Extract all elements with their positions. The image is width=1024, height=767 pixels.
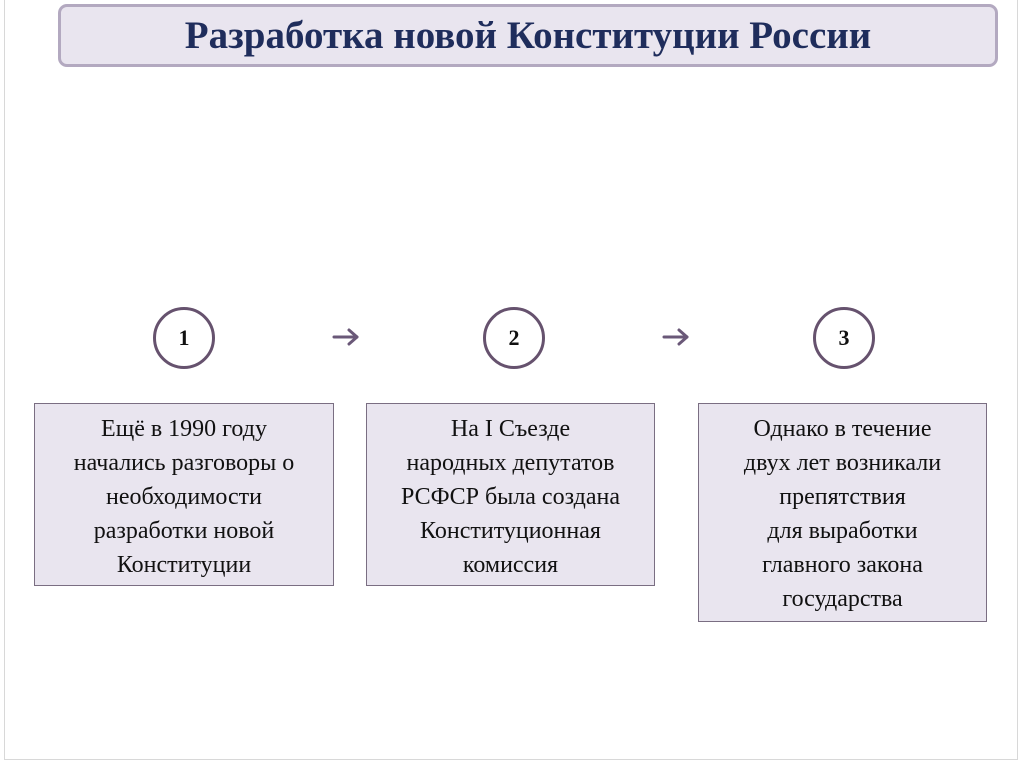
- step-text-line: главного закона: [762, 552, 923, 578]
- step-text-line: Конституционная: [420, 518, 601, 544]
- step-text-line: народных депутатов: [406, 450, 615, 476]
- arrow-right-icon: [331, 326, 361, 348]
- step-text-line: необходимости: [105, 484, 262, 510]
- step-number-1: 1: [153, 307, 215, 369]
- step-text-line: начались разговоры о: [73, 450, 295, 476]
- step-text-line: разработки новой: [93, 518, 275, 544]
- step-text-line: На I Съезде: [450, 416, 571, 442]
- slide: [4, 0, 1018, 760]
- step-text-line: государства: [782, 586, 903, 612]
- step-text-line: Ещё в 1990 году: [101, 416, 267, 442]
- title-banner: [58, 4, 998, 67]
- step-text-line: Однако в течение: [753, 416, 932, 442]
- step-number-2: 2: [483, 307, 545, 369]
- step-box-3: [698, 403, 987, 622]
- step-box-1: [34, 403, 334, 586]
- step-text-line: препятствия: [779, 484, 906, 510]
- step-text-line: комиссия: [462, 552, 559, 578]
- step-text-line: РСФСР была создана: [401, 484, 620, 510]
- page-title: Разработка новой Конституции России: [184, 14, 872, 57]
- step-number-3: 3: [813, 307, 875, 369]
- step-text-line: для выработки: [767, 518, 918, 544]
- arrow-right-icon: [661, 326, 691, 348]
- step-text-line: двух лет возникали: [743, 450, 942, 476]
- step-text-line: Конституции: [116, 552, 252, 578]
- step-box-2: [366, 403, 655, 586]
